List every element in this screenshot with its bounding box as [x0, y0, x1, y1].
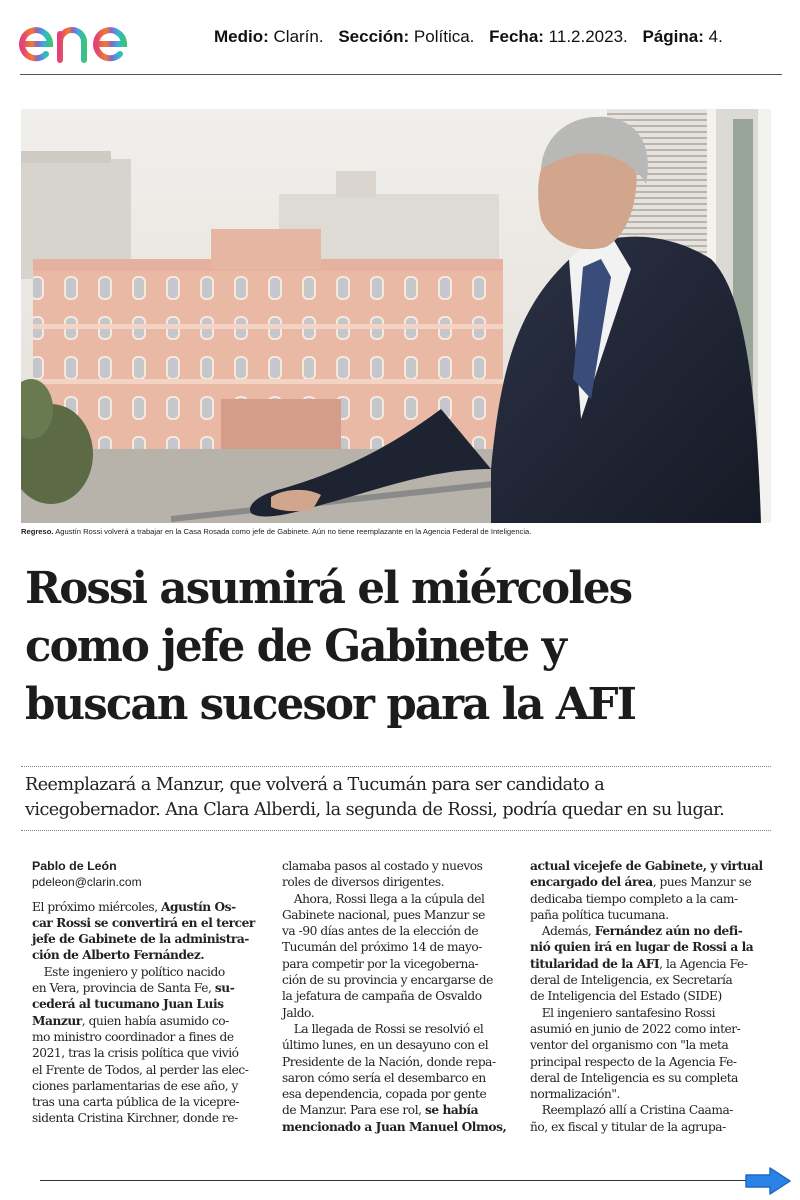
body-line [530, 907, 770, 923]
body-line [282, 972, 522, 988]
body-line [32, 1045, 272, 1061]
text-run: va -90 días antes de la elección de [282, 924, 479, 939]
body-line [530, 1119, 770, 1135]
seccion-label: Sección: [338, 27, 410, 46]
text-run: , pues Manzur se [652, 875, 752, 890]
body-line [32, 931, 272, 947]
header-divider [20, 74, 782, 75]
body-line [282, 988, 522, 1004]
body-line [282, 939, 522, 955]
body-line [530, 1037, 770, 1053]
text-run: en Vera, provincia de Santa Fe, [32, 981, 215, 996]
text-run: esa dependencia, copada por gente [282, 1087, 487, 1102]
clipping-metadata [214, 27, 723, 47]
photo-caption [21, 527, 771, 536]
text-run: Además, [530, 924, 595, 939]
body-line [32, 947, 272, 963]
text-run: el Frente de Todos, al perder las elec- [32, 1062, 249, 1077]
lede-line: Reemplazará a Manzur, que volverá a Tucumán para ser candidato a [25, 775, 605, 795]
article-headline [25, 560, 785, 734]
body-line [32, 1062, 272, 1078]
article-column-1 [32, 858, 272, 1127]
footer-divider [40, 1180, 750, 1181]
text-run: ño, ex fiscal y titular de la agrupa- [530, 1119, 726, 1134]
bold-run: actual vicejefe de Gabinete, y virtual [530, 859, 763, 873]
body-line [282, 1070, 522, 1086]
body-line [282, 1037, 522, 1053]
body-line [282, 891, 522, 907]
text-run: Ahora, Rossi llega a la cúpula del [282, 891, 485, 906]
column-body [32, 899, 272, 1127]
text-run: saron cómo sería el desembarco en [282, 1070, 486, 1085]
enel-logo [16, 14, 168, 68]
body-line [32, 1013, 272, 1029]
column-body [282, 858, 522, 1135]
article-column-3 [530, 858, 770, 1135]
body-line [282, 1086, 522, 1102]
body-line [530, 956, 770, 972]
text-run: de Inteligencia del Estado (SIDE) [530, 989, 722, 1004]
text-run: sidenta Cristina Kirchner, donde re- [32, 1111, 238, 1126]
caption-text: Agustín Rossi volverá a trabajar en la Casa Rosada como jefe de Gabinete. Aún no tiene reemplazante en la Agencia Federal de Inteligencia. [55, 527, 532, 536]
text-run: dedicaba tiempo completo a la cam- [530, 891, 738, 906]
body-line [530, 1070, 770, 1086]
bold-run: Manzur [32, 1013, 82, 1028]
body-line [530, 891, 770, 907]
column-body [530, 858, 770, 1135]
body-line [282, 1119, 522, 1135]
headline-line: Rossi asumirá el miércoles [25, 563, 632, 614]
medio-value: Clarín. [273, 27, 324, 46]
body-line [32, 980, 272, 996]
text-run: tras una carta pública de la vicepre- [32, 1095, 240, 1110]
lede-top-divider [21, 766, 771, 767]
text-run: , la Agencia Fe- [659, 956, 748, 971]
text-run: ventor del organismo con "la meta [530, 1038, 729, 1053]
body-line [282, 858, 522, 874]
text-run: Presidente de la Nación, donde repa- [282, 1054, 496, 1069]
pagina-value: 4. [708, 27, 723, 46]
bold-run: cederá al tucumano Juan Luis [32, 997, 224, 1012]
body-line [282, 923, 522, 939]
article-column-2 [282, 858, 522, 1135]
text-run: roles de diversos dirigentes. [282, 875, 445, 890]
body-line [530, 1054, 770, 1070]
bold-run: mencionado a Juan Manuel Olmos, [282, 1119, 507, 1134]
fecha-value: 11.2.2023. [548, 27, 628, 46]
text-run: Jaldo. [282, 1005, 315, 1020]
body-line [530, 988, 770, 1004]
text-run: de Manzur. Para ese rol, [282, 1103, 425, 1118]
author-email: pdeleon@clarin.com [32, 875, 142, 890]
text-run: para competir por la vicegoberna- [282, 956, 479, 971]
text-run: Reemplazó allí a Cristina Caama- [530, 1103, 733, 1118]
bold-run: nió quien irá en lugar de Rossi a la [530, 940, 754, 955]
text-run: 2021, tras la crisis política que vivió [32, 1046, 239, 1061]
headline-line: como jefe de Gabinete y [25, 621, 565, 672]
text-run: deral de Inteligencia es su completa [530, 1070, 738, 1085]
bold-run: car Rossi se convertirá en el tercer [32, 915, 255, 930]
body-line [282, 874, 522, 890]
text-run: , quien había asumido co- [81, 1013, 229, 1028]
body-line [530, 874, 770, 890]
seccion-value: Política. [413, 27, 475, 46]
text-run: La llegada de Rossi se resolvió el [282, 1021, 484, 1036]
body-line [530, 858, 770, 874]
bold-run: encargado del área [530, 875, 653, 890]
fecha-label: Fecha: [489, 27, 544, 46]
body-line [530, 1086, 770, 1102]
body-line [282, 956, 522, 972]
text-run: normalización". [530, 1087, 620, 1102]
text-run: asumió en junio de 2022 como inter- [530, 1021, 741, 1036]
headline-line: buscan sucesor para la AFI [25, 679, 636, 730]
text-run: Gabinete nacional, pues Manzur se [282, 907, 485, 922]
text-run: principal respecto de la Agencia Fe- [530, 1054, 737, 1069]
text-run: ción de su provincia y encargarse de [282, 973, 493, 988]
bold-run: titularidad de la AFI [530, 956, 660, 971]
body-line [530, 1102, 770, 1118]
body-line [530, 1021, 770, 1037]
body-line [530, 939, 770, 955]
pagina-label: Página: [642, 27, 704, 46]
body-line [282, 907, 522, 923]
text-run: Tucumán del próximo 14 de mayo- [282, 940, 482, 955]
text-run: ciones parlamentarias de ese año, y [32, 1078, 238, 1093]
body-line [32, 1029, 272, 1045]
next-page-button[interactable] [744, 1166, 792, 1196]
body-line [282, 1054, 522, 1070]
body-line [32, 915, 272, 931]
text-run: deral de Inteligencia, ex Secretaría [530, 973, 733, 988]
text-run: la jefatura de campaña de Osvaldo [282, 989, 482, 1004]
bold-run: su- [214, 981, 235, 996]
lede-line: vicegobernador. Ana Clara Alberdi, la segunda de Rossi, podría quedar en su lugar. [25, 800, 725, 820]
body-line [32, 996, 272, 1012]
clipping-header [0, 0, 800, 76]
bold-run: ción de Alberto Fernández. [32, 948, 205, 963]
body-line [282, 1102, 522, 1118]
medio-label: Medio: [214, 27, 269, 46]
body-line [282, 1005, 522, 1021]
bold-run: jefe de Gabinete de la administra- [32, 932, 249, 947]
body-line [32, 1110, 272, 1126]
text-run: mo ministro coordinador a fines de [32, 1029, 234, 1044]
body-line [32, 1078, 272, 1094]
text-run: último lunes, en un desayuno con el [282, 1038, 489, 1053]
body-line [32, 899, 272, 915]
caption-lead: Regreso. [21, 527, 54, 536]
right-arrow-icon [744, 1166, 792, 1196]
article-photo [21, 109, 771, 523]
body-line [530, 972, 770, 988]
article-lede [25, 773, 785, 823]
body-line [282, 1021, 522, 1037]
body-line [32, 1094, 272, 1110]
text-run: paña política tucumana. [530, 907, 669, 922]
body-line [32, 964, 272, 980]
text-run: clamaba pasos al costado y nuevos [282, 859, 483, 873]
bold-run: se había [424, 1103, 479, 1118]
text-run: El próximo miércoles, [32, 899, 162, 914]
text-run: Este ingeniero y político nacido [32, 964, 225, 979]
text-run: El ingeniero santafesino Rossi [530, 1005, 716, 1020]
bold-run: Fernández aún no defi- [594, 924, 743, 939]
author-name: Pablo de León [32, 859, 117, 873]
lede-bottom-divider [21, 830, 771, 831]
body-line [530, 1005, 770, 1021]
bold-run: Agustín Os- [161, 899, 236, 914]
body-line [530, 923, 770, 939]
